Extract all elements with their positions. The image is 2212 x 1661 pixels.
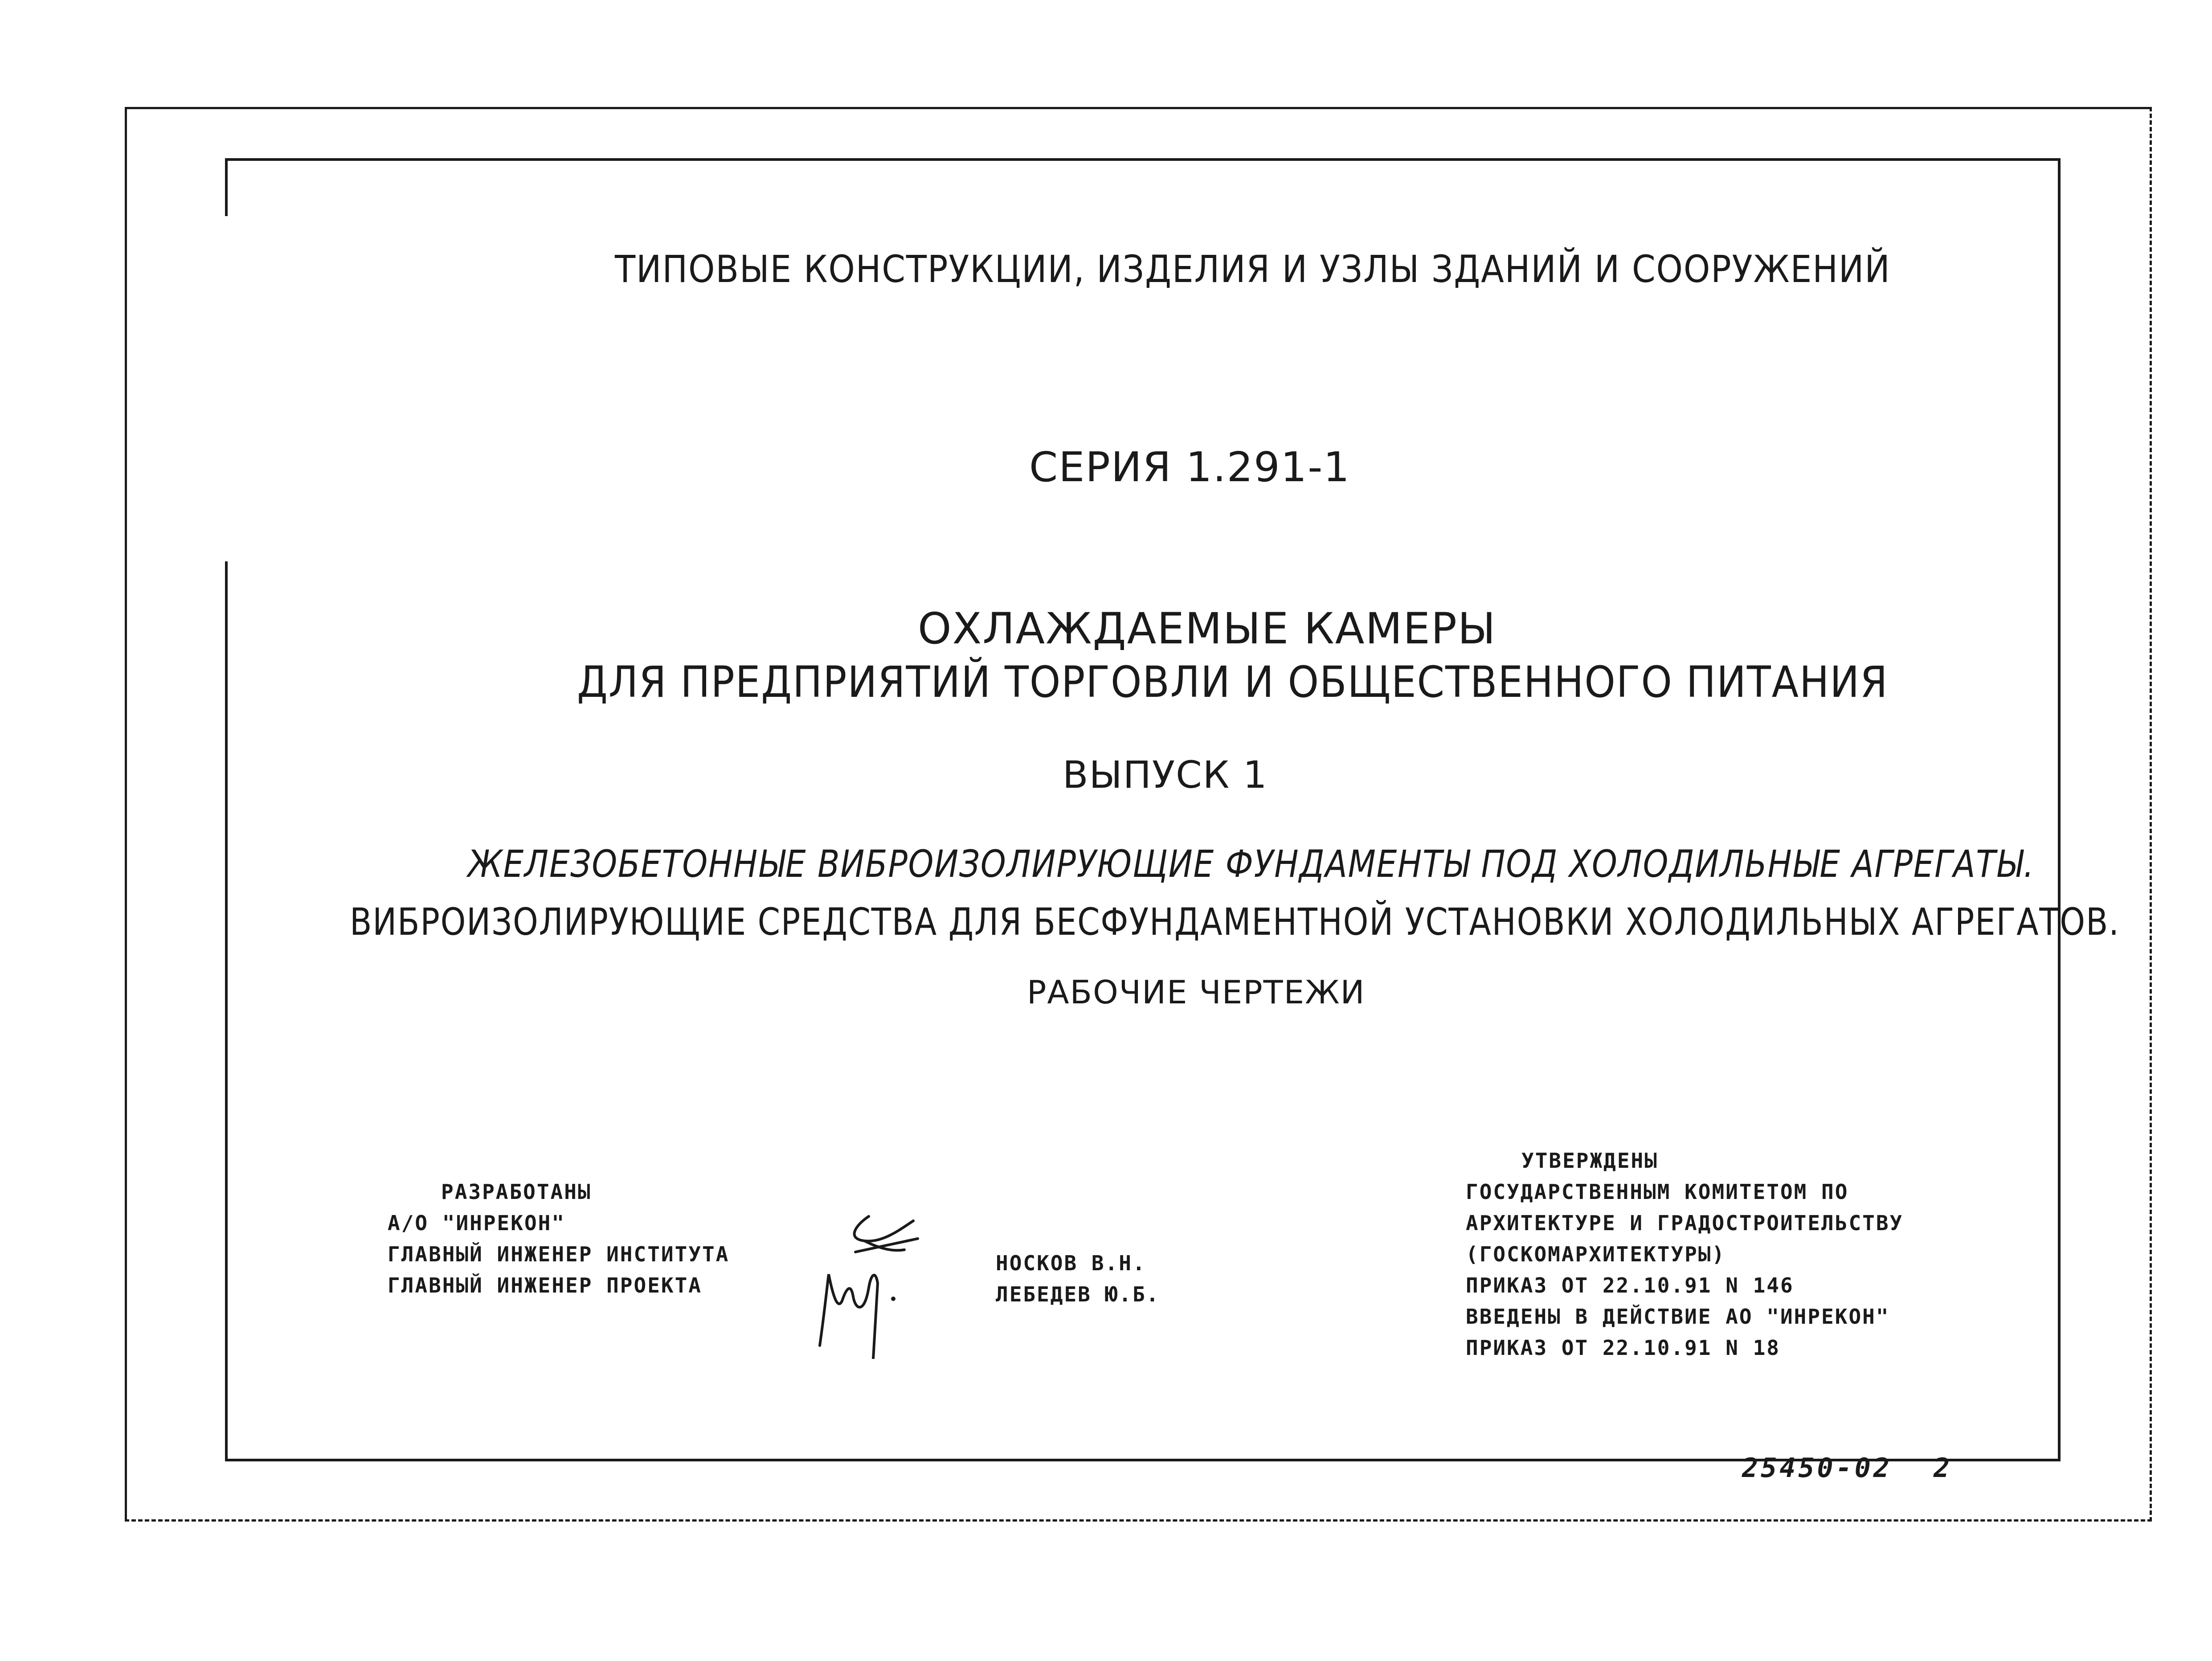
- approval-line-5: ВВЕДЕНЫ В ДЕЙСТВИЕ АО "ИНРЕКОН": [1466, 1305, 1890, 1329]
- sheet-number: 2: [1934, 1452, 1950, 1484]
- approval-heading: УТВЕРЖДЕНЫ: [1521, 1149, 1658, 1173]
- developer-heading: РАЗРАБОТАНЫ: [441, 1180, 592, 1204]
- approval-line-6: ПРИКАЗ ОТ 22.10.91 N 18: [1466, 1336, 1780, 1360]
- main-title-line-1: ОХЛАЖДАЕМЫЕ КАМЕРЫ: [918, 604, 1496, 654]
- approval-line-4: ПРИКАЗ ОТ 22.10.91 N 146: [1466, 1273, 1794, 1297]
- approval-line-3: (ГОСКОМАРХИТЕКТУРЫ): [1466, 1242, 1726, 1266]
- developer-organization: А/О "ИНРЕКОН": [388, 1211, 566, 1235]
- issue-label: ВЫПУСК 1: [1063, 753, 1268, 797]
- inner-frame-left-segment-top: [225, 158, 228, 216]
- name-chief-engineer-project: ЛЕБЕДЕВ Ю.Б.: [996, 1282, 1160, 1306]
- series-header: ТИПОВЫЕ КОНСТРУКЦИИ, ИЗДЕЛИЯ И УЗЛЫ ЗДАНИЙ И СООРУЖЕНИЙ: [615, 247, 1891, 291]
- document-number: 25450-02: [1742, 1452, 1892, 1484]
- approval-line-1: ГОСУДАРСТВЕННЫМ КОМИТЕТОМ ПО: [1466, 1180, 1849, 1204]
- subtitle-line-2: ВИБРОИЗОЛИРУЮЩИЕ СРЕДСТВА ДЛЯ БЕСФУНДАМЕНТНОЙ УСТАНОВКИ ХОЛОДИЛЬНЫХ АГРЕГАТОВ.: [350, 900, 2120, 944]
- handwritten-signature: [802, 1199, 949, 1359]
- inner-frame-left-segment-bottom: [225, 561, 228, 1461]
- name-chief-engineer-institute: НОСКОВ В.Н.: [996, 1251, 1146, 1275]
- working-drawings-label: РАБОЧИЕ ЧЕРТЕЖИ: [1027, 974, 1366, 1011]
- developer-role-chief-engineer-project: ГЛАВНЫЙ ИНЖЕНЕР ПРОЕКТА: [388, 1273, 702, 1297]
- names-block: [996, 1248, 1160, 1310]
- approval-block: [1466, 1145, 1903, 1363]
- main-title-line-2: ДЛЯ ПРЕДПРИЯТИЙ ТОРГОВЛИ И ОБЩЕСТВЕННОГО ПИТАНИЯ: [577, 657, 1889, 707]
- approval-line-2: АРХИТЕКТУРЕ И ГРАДОСТРОИТЕЛЬСТВУ: [1466, 1211, 1904, 1235]
- developer-role-chief-engineer-institute: ГЛАВНЫЙ ИНЖЕНЕР ИНСТИТУТА: [388, 1242, 730, 1266]
- subtitle-line-1: ЖЕЛЕЗОБЕТОННЫЕ ВИБРОИЗОЛИРУЮЩИЕ ФУНДАМЕНТЫ ПОД ХОЛОДИЛЬНЫЕ АГРЕГАТЫ.: [468, 842, 2035, 886]
- series-number: СЕРИЯ 1.291-1: [1029, 443, 1350, 491]
- developer-block: [388, 1176, 729, 1301]
